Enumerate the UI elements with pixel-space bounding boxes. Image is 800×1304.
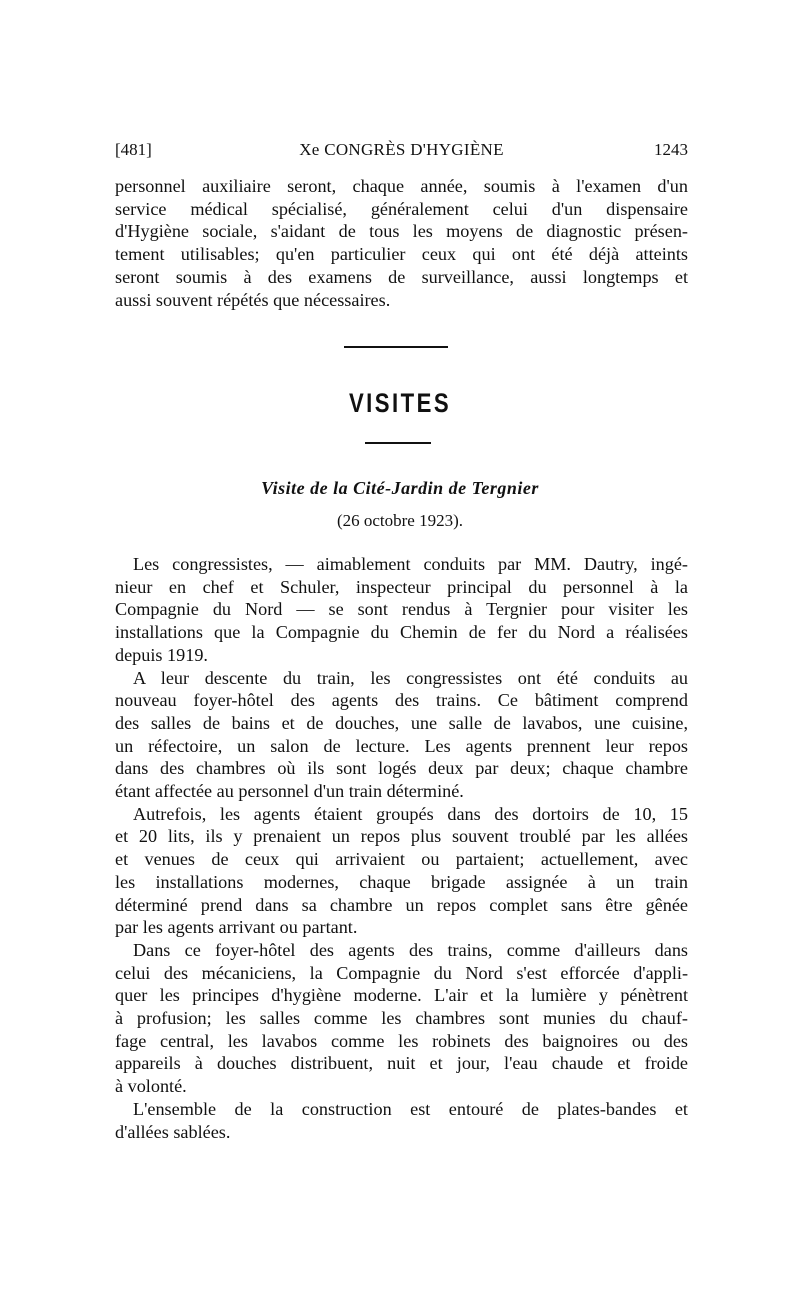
text-line: celui des mécaniciens, la Compagnie du Nord s'est efforcée d'appli- [115,962,688,983]
page-number: 1243 [654,140,688,159]
text-line: personnel auxiliaire seront, chaque année, soumis à l'examen d'un [115,176,688,196]
text-line: depuis 1919. [115,644,208,665]
running-title: Xe CONGRÈS D'HYGIÈNE [299,140,504,159]
text-line: service médical spécialisé, généralement celui d'un dispensaire [115,198,688,219]
text-line: à volonté. [115,1076,187,1097]
text-line: étant affectée au personnel d'un train déterminé. [115,781,464,802]
paragraph-4 [115,939,688,1098]
text-line: déterminé prend dans sa chambre un repos complet sans être gênée [115,894,688,915]
text-line: appareils à douches distribuent, nuit et jour, l'eau chaude et froide [115,1053,688,1074]
text-line: nieur en chef et Schuler, inspecteur principal du personnel à la [115,576,688,597]
text-line: dans des chambres où ils sont logés deux par deux; chaque chambre [115,758,688,779]
text-line: Autrefois, les agents étaient groupés dans des dortoirs de 10, 15 [133,803,688,824]
text-line: d'Hygiène sociale, s'aidant de tous les moyens de diagnostic présen- [115,221,688,242]
paragraph-3 [115,803,688,939]
text-line: Les congressistes, — aimablement conduits par MM. Dautry, ingé- [133,554,688,574]
text-line: L'ensemble de la construction est entouré de plates-bandes et [133,1098,688,1119]
text-line: des salles de bains et de douches, une salle de lavabos, une cuisine, [115,712,688,733]
text-line: aussi souvent répétés que nécessaires. [115,289,391,310]
visit-body [115,553,688,1143]
text-line: quer les principes d'hygiène moderne. L'air et la lumière y pénètrent [115,985,688,1006]
section-divider-bottom [365,442,431,444]
text-line: par les agents arrivant ou partant. [115,917,358,938]
text-line: les installations modernes, chaque brigade assignée à un train [115,871,688,892]
text-line: un réfectoire, un salon de lecture. Les agents prennent leur repos [115,735,688,756]
paragraph-2 [115,667,688,803]
page-reference: [481] [115,140,152,159]
section-title: VISITES [348,388,452,418]
text-line: et 20 lits, ils y prenaient un repos plus souvent troublé par les allées [115,826,688,847]
text-line: tement utilisables; qu'en particulier ceux qui ont été déjà atteints [115,244,688,265]
text-line: d'allées sablées. [115,1121,231,1142]
intro-paragraph [115,175,688,311]
text-line: nouveau foyer-hôtel des agents des trains. Ce bâtiment comprend [115,690,688,711]
text-line: et venues de ceux qui arrivaient ou partaient; actuellement, avec [115,849,688,870]
running-header [115,140,688,164]
text-line: installations que la Compagnie du Chemin de fer du Nord a réalisées [115,622,688,643]
text-line: Compagnie du Nord — se sont rendus à Tergnier pour visiter les [115,599,688,620]
visit-date: (26 octobre 1923). [336,511,464,530]
text-line: fage central, les lavabos comme les robinets des baignoires ou des [115,1030,688,1051]
visit-subtitle: Visite de la Cité-Jardin de Tergnier [261,478,539,498]
paragraph-5 [115,1098,688,1143]
text-line: Dans ce foyer-hôtel des agents des trains, comme d'ailleurs dans [133,939,688,960]
text-line: A leur descente du train, les congressistes ont été conduits au [133,667,688,688]
text-line: à profusion; les salles comme les chambres sont munies du chauf- [115,1008,688,1029]
section-divider-top [344,346,448,348]
text-line: seront soumis à des examens de surveillance, aussi longtemps et [115,266,688,287]
paragraph-1 [115,553,688,667]
